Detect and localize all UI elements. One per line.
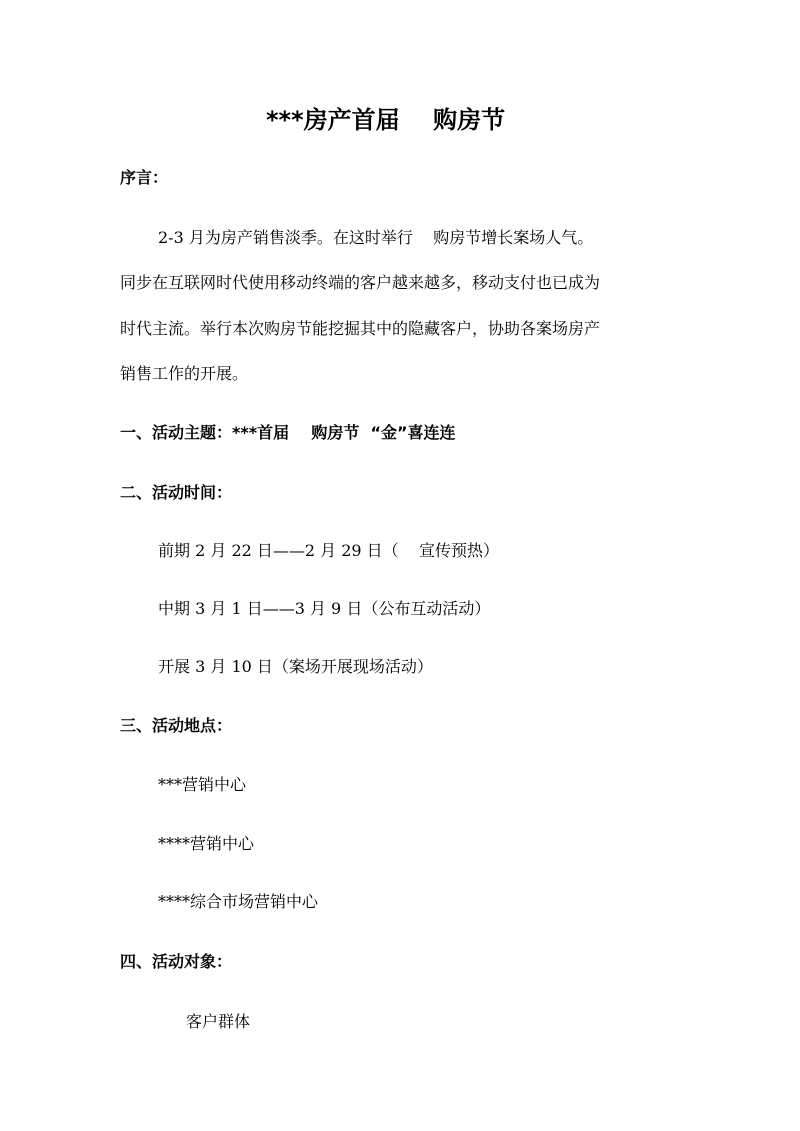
- section-location-heading: 三、活动地点：: [120, 716, 233, 735]
- section-theme-heading: 一、活动主题：***首届 购房节 “金”喜连连: [120, 423, 456, 442]
- preface-line-2: 同步在互联网时代使用移动终端的客户越来越多，移动支付也已成为: [120, 273, 601, 292]
- time-line-2: 中期 3 月 1 日——3 月 9 日（公布互动活动）: [158, 599, 491, 618]
- preface-line-4: 销售工作的开展。: [120, 364, 249, 383]
- section-time-heading: 二、活动时间：: [120, 483, 233, 502]
- location-line-3: ****综合市场营销中心: [158, 892, 319, 911]
- preface-line-1: 2-3 月为房产销售淡季。在这时举行 购房节增长案场人气。: [158, 228, 594, 247]
- preface-line-3: 时代主流。举行本次购房节能挖掘其中的隐藏客户，协助各案场房产: [120, 319, 601, 338]
- time-line-3: 开展 3 月 10 日（案场开展现场活动）: [158, 657, 433, 676]
- location-line-1: ***营销中心: [158, 775, 247, 794]
- location-line-2: ****营销中心: [158, 834, 255, 853]
- preface-heading: 序言：: [120, 168, 169, 187]
- page-title: ***房产首届 购房节: [266, 106, 506, 134]
- section-audience-heading: 四、活动对象：: [120, 952, 233, 971]
- audience-line-1: 客户群体: [186, 1012, 251, 1031]
- time-line-1: 前期 2 月 22 日——2 月 29 日（ 宣传预热）: [158, 541, 500, 560]
